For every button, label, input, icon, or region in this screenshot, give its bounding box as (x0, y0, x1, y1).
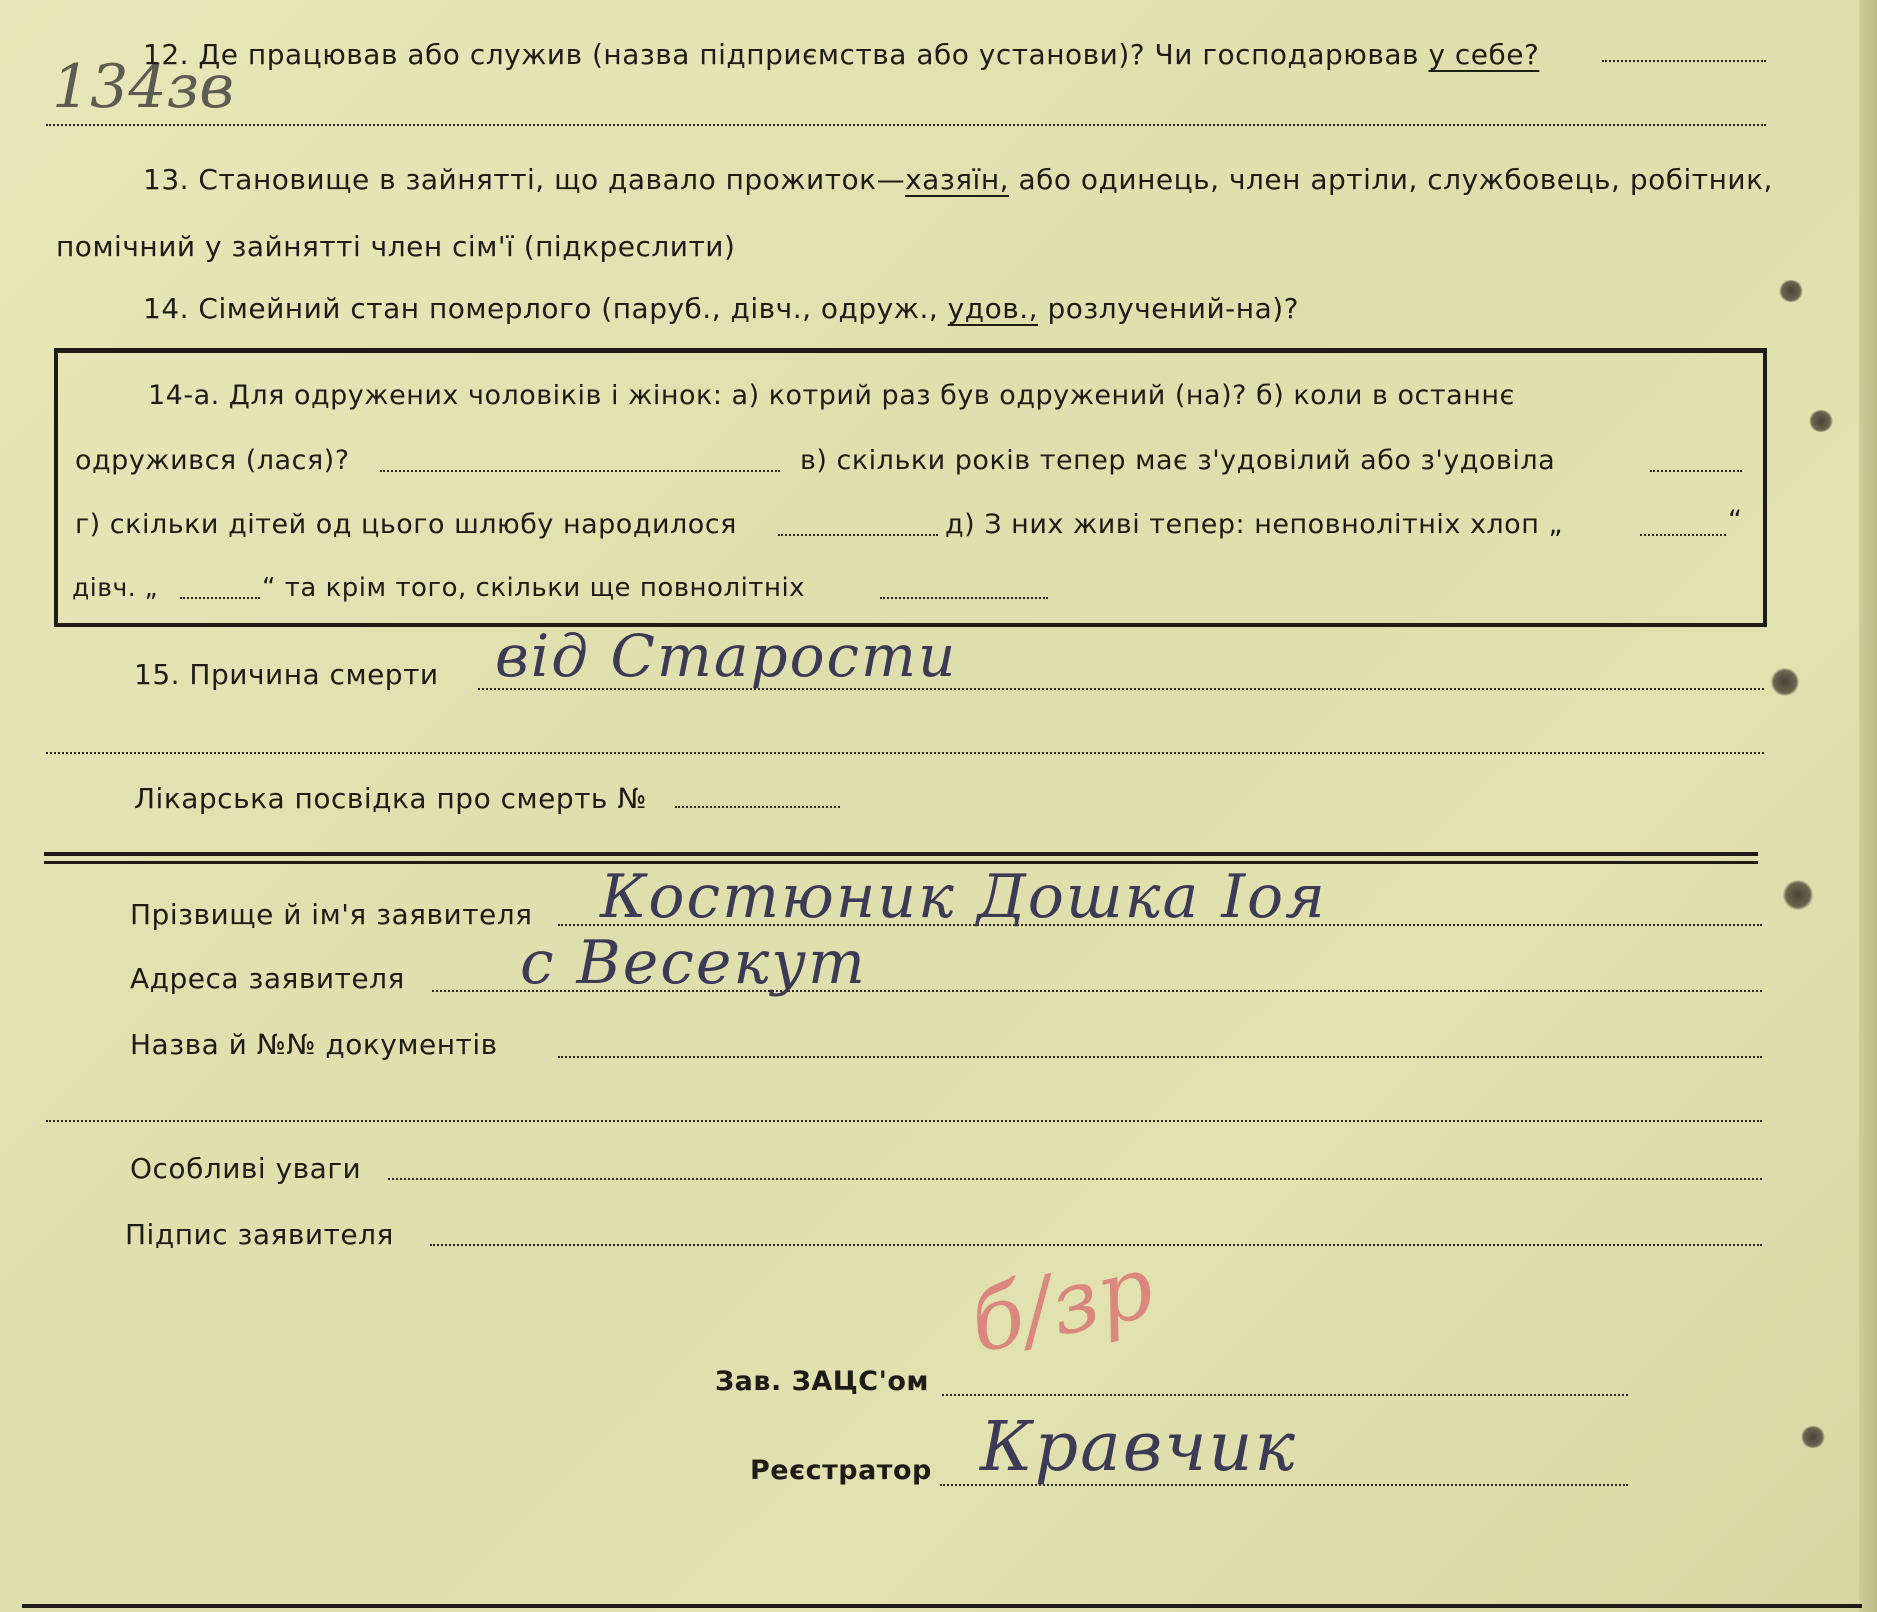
applicant-signature-label: Підпис заявителя (125, 1218, 394, 1251)
punch-hole (1800, 1426, 1826, 1448)
q14a-dotted-5 (180, 597, 260, 599)
q14a-dotted-1 (380, 470, 780, 472)
medical-label: Лікарська посвідка про смерть № (134, 782, 647, 815)
q14a-line4b: “ та крім того, скільки ще повнолітніх (262, 573, 806, 603)
archive-number: 134зв (52, 52, 235, 122)
q14a-dotted-4 (1640, 534, 1726, 536)
q13-label: 13. Становище в зайнятті, що давало прожиток—хазяїн, або одинець, член артіли, службовець, робітник, (143, 163, 1773, 196)
registrar-signature: Кравчик (980, 1408, 1297, 1487)
q14a-line1: 14-а. Для одружених чоловіків і жінок: а) котрий раз був одружений (на)? б) коли в останнє (148, 380, 1515, 411)
q14a-line2a: одружився (лася)? (75, 445, 350, 476)
red-mark: б/зр (961, 1237, 1162, 1373)
q14a-line3a: г) скільки дітей од цього шлюбу народилося (75, 509, 737, 540)
registrar-label: Реєстратор (750, 1455, 932, 1486)
applicant-name-value: Костюник Дошка Іоя (600, 862, 1327, 932)
divider-rule-1 (44, 852, 1758, 856)
q12-dotted-line-2 (46, 124, 1766, 126)
q15-label: 15. Причина смерти (134, 658, 439, 691)
q15-dotted-line-2 (46, 752, 1764, 754)
q14a-line3b: д) З них живі тепер: неповнолітніх хлоп „ (945, 509, 1563, 540)
q15-value: від Старости (495, 622, 958, 690)
punch-hole (1808, 410, 1834, 432)
q12-label: 12. Де працював або служив (назва підприємства або установи)? Чи господарював у себе? (143, 38, 1540, 71)
head-zags-label: Зав. ЗАЦС'ом (715, 1366, 929, 1397)
q14a-line2b: в) скільки років тепер має з'удовілий або з'удовіла (800, 445, 1556, 476)
punch-hole (1770, 668, 1800, 696)
q14a-line4a: дівч. „ (72, 573, 159, 602)
q12-dotted-line (1602, 60, 1766, 62)
notes-dotted (388, 1178, 1762, 1180)
documents-label: Назва й №№ документів (130, 1028, 498, 1061)
applicant-name-label: Прізвище й ім'я заявителя (130, 898, 533, 931)
notes-label: Особливі уваги (130, 1152, 362, 1185)
applicant-address-value: с Весекут (520, 928, 867, 998)
q14a-dotted-6 (880, 597, 1048, 599)
q13-underlined: хазяїн, (905, 163, 1010, 196)
medical-dotted-line (675, 806, 840, 808)
q12-underlined: у себе? (1428, 38, 1540, 71)
bottom-rule (22, 1604, 1862, 1608)
q14a-line3c: “ (1728, 505, 1743, 536)
head-zags-dotted (942, 1394, 1628, 1396)
q14-underlined: удов., (947, 292, 1039, 325)
q13-label-line2: помічний у зайнятті член сім'ї (підкреслити) (56, 230, 736, 263)
page-edge (1859, 0, 1877, 1612)
punch-hole (1778, 280, 1804, 302)
documents-dotted (558, 1056, 1762, 1058)
documents-dotted-2 (46, 1120, 1762, 1122)
q14a-dotted-3 (778, 534, 938, 536)
punch-hole (1782, 880, 1814, 910)
q14a-dotted-2 (1650, 470, 1742, 472)
applicant-address-label: Адреса заявителя (130, 962, 405, 995)
q14-label: 14. Сімейний стан померлого (паруб., дівч., одруж., удов., розлучений-на)? (143, 292, 1300, 325)
